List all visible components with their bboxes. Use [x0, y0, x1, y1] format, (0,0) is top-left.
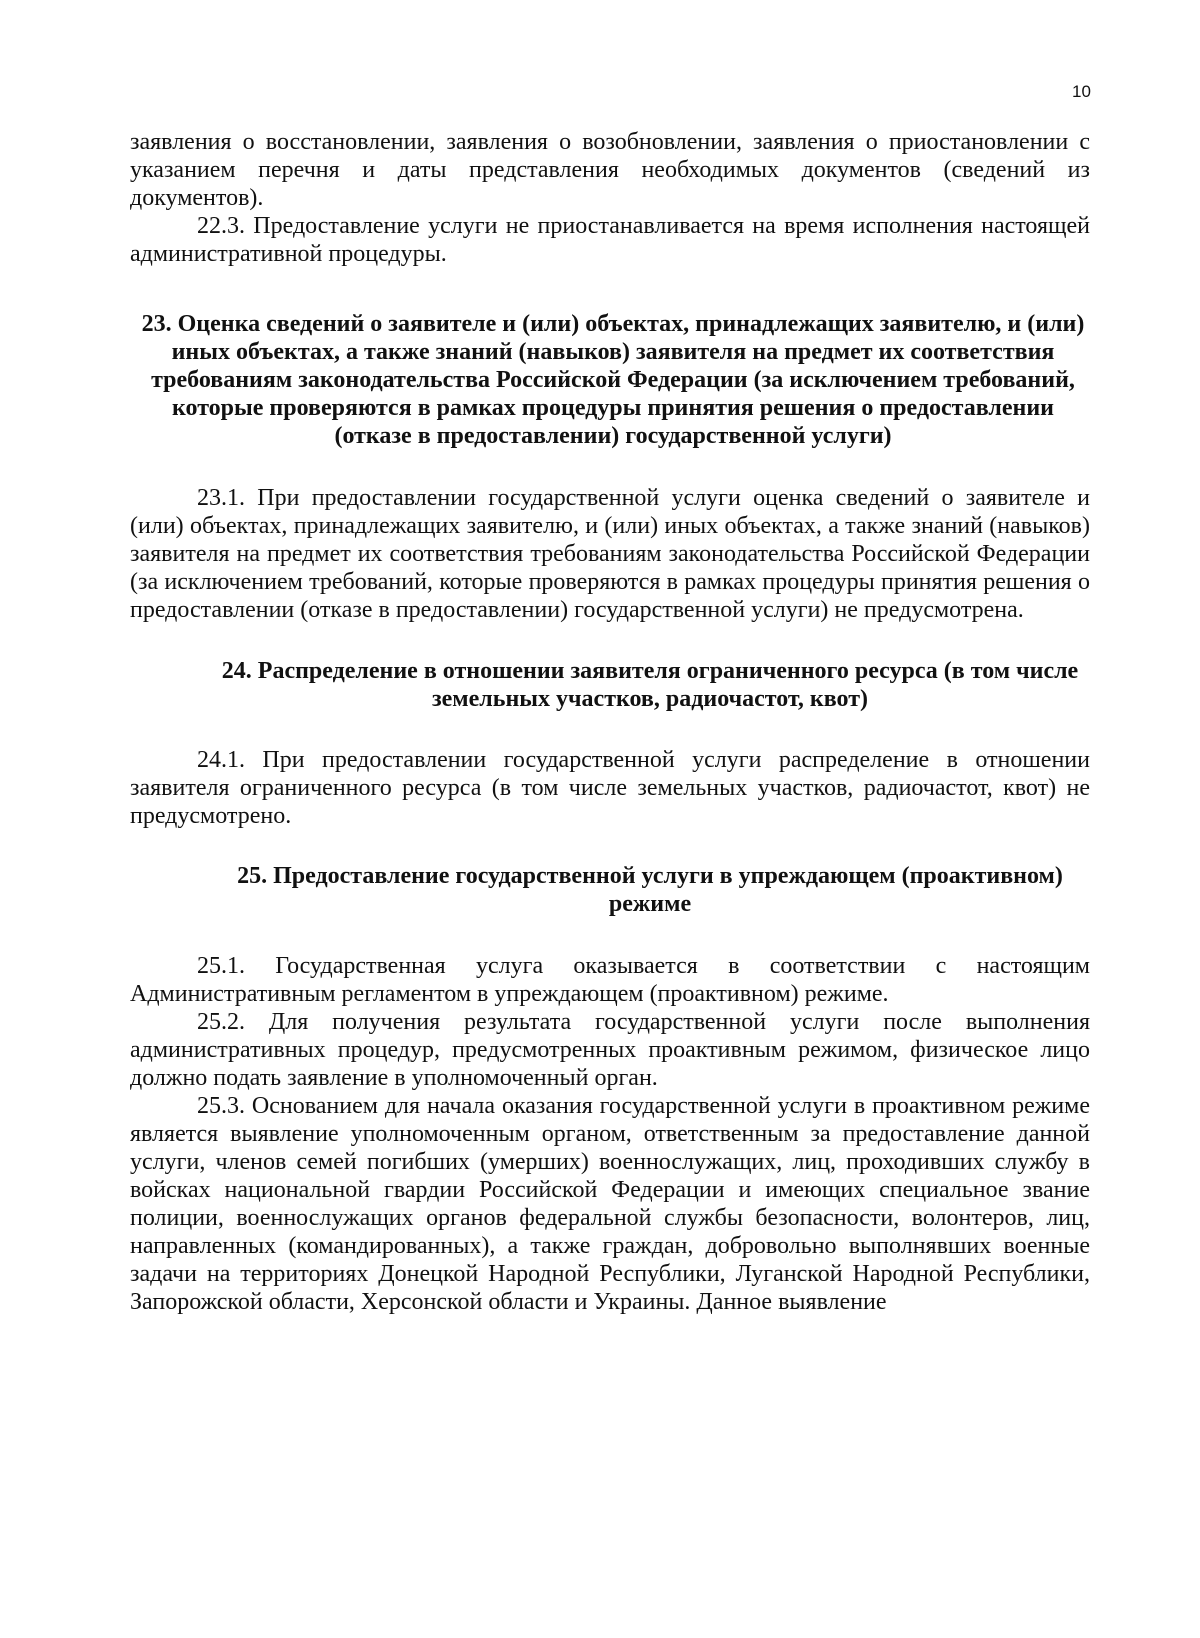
- paragraph-22-2-continuation: заявления о восстановлении, заявления о возобновлении, заявления о приостановлении с указанием перечня и даты представления необходимых документов (сведений из документов).: [130, 129, 1090, 211]
- paragraph-23-1: 23.1. При предоставлении государственной услуги оценка сведений о заявителе и (или) объектах, принадлежащих заявителю, и (или) иных объектах, а также знаний (навыков) заявителя на предмет их соответствия требованиям законодательства Российской Федерации (за исключением требований, которые проверяются в рамках процедуры принятия решения о предоставлении (отказе в предоставлении) государственной услуги) не предусмотрена.: [130, 485, 1090, 623]
- section-heading-24: 24. Распределение в отношении заявителя ограниченного ресурса (в том числе земельных участков, радиочастот, квот): [221, 658, 1079, 712]
- paragraph-24-1: 24.1. При предоставлении государственной услуги распределение в отношении заявителя ограниченного ресурса (в том числе земельных участков, радиочастот, квот) не предусмотрено.: [130, 747, 1090, 829]
- paragraph-22-3: 22.3. Предоставление услуги не приостанавливается на время исполнения настоящей административной процедуры.: [130, 213, 1090, 267]
- document-body: [130, 128, 1090, 1316]
- page-number: 10: [1072, 82, 1091, 101]
- paragraph-25-1: 25.1. Государственная услуга оказывается в соответствии с настоящим Административным регламентом в упреждающем (проактивном) режиме.: [130, 953, 1090, 1007]
- section-heading-23: 23. Оценка сведений о заявителе и (или) объектах, принадлежащих заявителю, и (или) иных объектах, а также знаний (навыков) заявителя на предмет их соответствия требованиям законодательства Российской Федерации (за исключением требований, которые проверяются в рамках процедуры принятия решения о предоставлении (отказе в предоставлении) государственной услуги): [141, 311, 1085, 449]
- paragraph-25-2: 25.2. Для получения результата государственной услуги после выполнения административных процедур, предусмотренных проактивным режимом, физическое лицо должно подать заявление в уполномоченный орган.: [130, 1009, 1090, 1091]
- section-heading-25: 25. Предоставление государственной услуги в упреждающем (проактивном) режиме: [237, 863, 1063, 917]
- paragraph-25-3: 25.3. Основанием для начала оказания государственной услуги в проактивном режиме является выявление уполномоченным органом, ответственным за предоставление данной услуги, членов семей погибших (умерших) военнослужащих, лиц, проходивших службу в войсках национальной гвардии Российской Федерации и имеющих специальное звание полиции, военнослужащих органов федеральной службы безопасности, волонтеров, лиц, направленных (командированных), а также граждан, добровольно выполнявших военные задачи на территориях Донецкой Народной Республики, Луганской Народной Республики, Запорожской области, Херсонской области и Украины. Данное выявление: [130, 1093, 1090, 1315]
